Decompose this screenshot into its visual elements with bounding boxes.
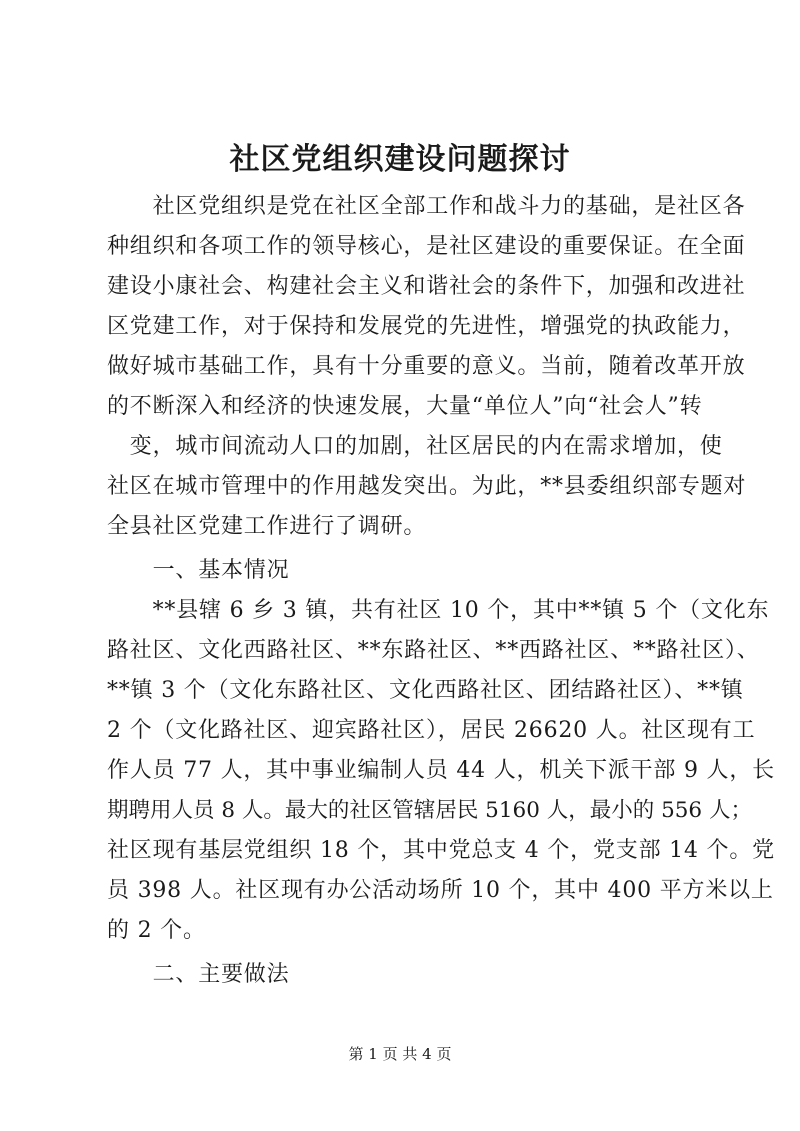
body-line: 社区在城市管理中的作用越发突出。为此，**县委组织部专题对	[107, 474, 747, 499]
body-line: **镇 3 个（文化东路社区、文化西路社区、团结路社区）、**镇	[107, 678, 744, 703]
page-number: 第 1 页 共 4 页	[348, 1045, 452, 1063]
document-title: 社区党组织建设问题探讨	[229, 142, 571, 177]
body-line: 的不断深入和经济的快速发展，大量“单位人”向“社会人”转	[107, 394, 703, 419]
body-line: **县辖 6 乡 3 镇，共有社区 10 个，其中**镇 5 个（文化东	[107, 598, 770, 623]
body-line: 的 2 个。	[107, 918, 206, 943]
body-line: 路社区、文化西路社区、**东路社区、**西路社区、**路社区）、	[107, 638, 760, 663]
body-line: 全县社区党建工作进行了调研。	[107, 514, 427, 539]
body-line: 期聘用人员 8 人。最大的社区管辖居民 5160 人，最小的 556 人；	[107, 798, 752, 823]
section-heading: 一、基本情况	[107, 558, 290, 583]
body-line: 作人员 77 人，其中事业编制人员 44 人，机关下派干部 9 人，长	[107, 758, 775, 783]
section-heading: 二、主要做法	[107, 962, 290, 987]
body-line: 社区党组织是党在社区全部工作和战斗力的基础，是社区各	[107, 194, 746, 219]
body-line: 员 398 人。社区现有办公活动场所 10 个，其中 400 平方米以上	[107, 878, 774, 903]
body-line: 做好城市基础工作，具有十分重要的意义。当前，随着改革开放	[107, 354, 746, 379]
body-line: 社区现有基层党组织 18 个，其中党总支 4 个，党支部 14 个。党	[107, 838, 775, 863]
body-line: 种组织和各项工作的领导核心，是社区建设的重要保证。在全面	[107, 234, 746, 259]
body-line: 建设小康社会、构建社会主义和谐社会的条件下，加强和改进社	[107, 274, 746, 299]
body-line: 区党建工作，对于保持和发展党的先进性，增强党的执政能力，	[107, 314, 746, 339]
body-line: 2 个（文化路社区、迎宾路社区），居民 26620 人。社区现有工	[107, 718, 756, 743]
body-line: 变，城市间流动人口的加剧，社区居民的内在需求增加，使	[107, 434, 723, 459]
